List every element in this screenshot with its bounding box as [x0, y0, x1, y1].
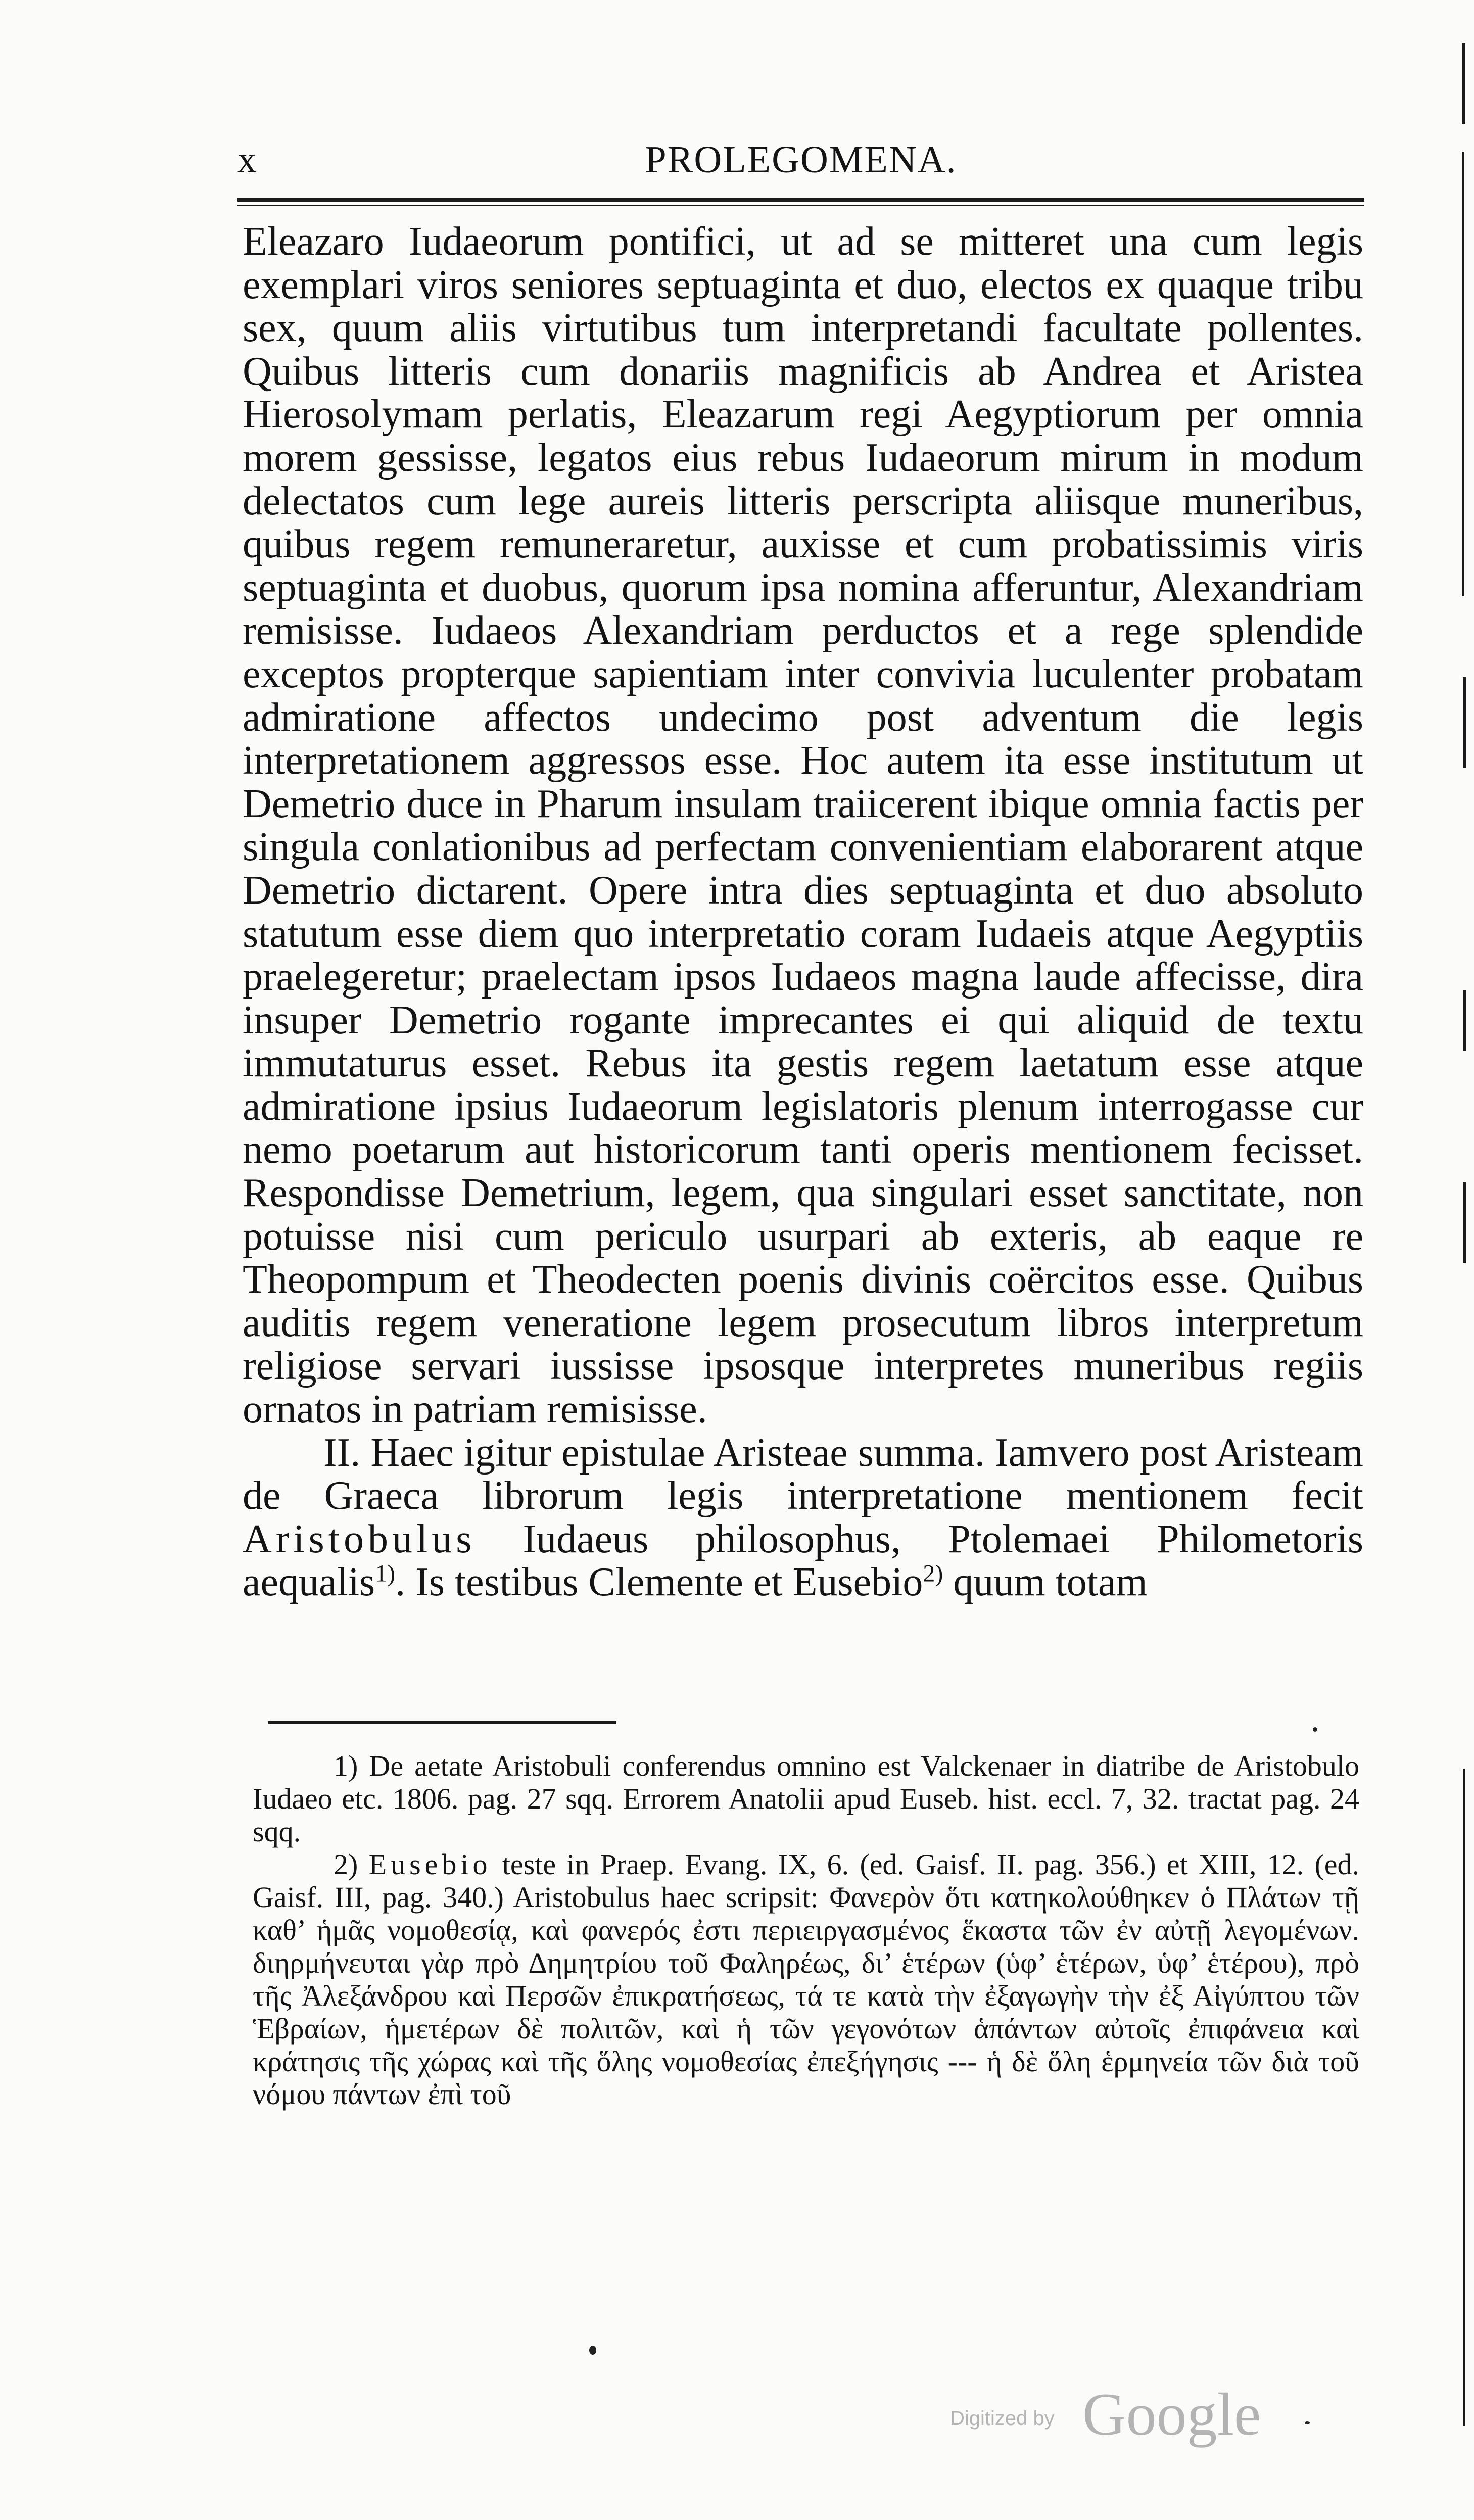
running-title: PROLEGOMENA. — [645, 138, 957, 181]
paragraph-text: . Is testibus Clemente et Eusebio — [395, 1560, 923, 1605]
speck — [1313, 1727, 1317, 1732]
page-edge-mark — [1462, 152, 1464, 596]
watermark-caption: Digitized by — [950, 2407, 1055, 2430]
footnotes — [253, 1749, 1359, 2111]
footnote-text: teste in Praep. Evang. IX, 6. (ed. Gaisf. II. pag. 356.) et XIII, 12. (ed. Gaisf. III, pag. 340.) Aristobulus haec scripsit: Φανερὸν ὅτι κατηκολούθηκεν ὁ Πλάτων τῇ καθ’ ἡμᾶς νομοθεσίᾳ, καὶ φανερός ἐστι περιειργασμένος ἕκαστα τῶν ἐν αὐτῇ λεγομένων. διηρμήνευται γὰρ πρὸ Δημητρίου τοῦ Φαληρέως, δι’ ἑτέρων (ὑφ’ ἑτέρων, ὑφ’ ἑτέρου), πρὸ τῆς Ἀλεξάνδρου καὶ Περσῶν ἐπικρατήσεως, τά τε κατὰ τὴν ἐξαγωγὴν τὴν ἐξ Αἰγύπτου τῶν Ἑβραίων, ἡμετέρων δὲ πολιτῶν, καὶ ἡ τῶν γεγονότων ἁπάντων αὐτοῖς ἐπιφάνεια καὶ κράτησις τῆς χώρας καὶ τῆς ὅλης νομοθεσίας ἐπεξήγησις --- ἡ δὲ ὅλη ἑρμηνεία τῶν διὰ τοῦ νόμου πάντων ἐπὶ τοῦ — [253, 1848, 1360, 2111]
page-number: x — [237, 139, 256, 180]
page-header — [237, 135, 1364, 184]
google-logo: Google — [1082, 2381, 1261, 2448]
footnote-ref: 1) — [375, 1560, 396, 1587]
footnote: 1) De aetate Aristobuli conferendus omnino est Valckenaer in diatribe de Aristobulo Iudaeo etc. 1806. pag. 27 sqq. Errorem Anatolii apud Euseb. hist. eccl. 7, 32. tractat pag. 24 sqq. — [253, 1749, 1359, 1848]
paragraph-text: quum totam — [953, 1560, 1148, 1605]
page-edge-mark — [1463, 990, 1466, 1051]
paragraph — [243, 1432, 1363, 1604]
google-watermark — [950, 2379, 1334, 2450]
footnote — [253, 1848, 1359, 2111]
footnote-text: 2) — [334, 1848, 358, 1881]
footnote-rule — [268, 1721, 616, 1724]
paragraph-text: Iudaeus philosophus, Ptolemaei Philometoris aequalis — [243, 1516, 1363, 1605]
header-rule-thick — [237, 198, 1364, 202]
paragraph: Eleazaro Iudaeorum pontifici, ut ad se mitteret una cum legis exemplari viros seniores septuaginta et duo, electos ex quaque tribu sex, quum aliis virtutibus tum interpretandi facultate pollentes. Quibus litteris cum donariis magnificis ab Andrea et Aristea Hierosolymam perlatis, Eleazarum regi Aegyptiorum per omnia morem gessisse, legatos eius rebus Iudaeorum mirum in modum delectatos cum lege aureis litteris perscripta aliisque muneribus, quibus regem remuneraretur, auxisse et cum probatissimis viris septuaginta et duobus, quorum ipsa nomina afferuntur, Alexandriam remisisse. Iudaeos Alexandriam perductos et a rege splendide exceptos propterque sapientiam inter convivia luculenter probatam admiratione affectos undecimo post adventum die legis interpretationem aggressos esse. Hoc autem ita esse institutum ut Demetrio duce in Pharum insulam traiicerent ibique omnia factis per singula conlationibus ad perfectam convenientiam elaborarent atque Demetrio dictarent. Opere intra dies septuaginta et duo absoluto statutum esse diem quo interpretatio coram Iudaeis atque Aegyptiis praelegeretur; praelectam ipsos Iudaeos magna laude affecisse, dira insuper Demetrio rogante imprecantes ei qui aliquid de textu immutaturus esset. Rebus ita gestis regem laetatum esse atque admiratione ipsius Iudaeorum legislatoris plenum interrogasse cur nemo poetarum aut historicorum tanti operis mentionem fecisset. Respondisse Demetrium, legem, qua singulari esset sanctitate, non potuisse nisi cum periculo usurpari ab exteris, ab eaque re Theopompum et Theodecten poenis divinis coërcitos esse. Quibus auditis regem veneratione legem prosecutum libros interpretum religiose servari iussisse ipsosque interpretes muneribus regiis ornatos in patriam remisisse. — [243, 219, 1363, 1432]
page-edge-mark — [1462, 43, 1465, 124]
emphasized-name: Eusebio — [368, 1848, 492, 1881]
header-rule-thin — [237, 205, 1364, 206]
main-text — [243, 220, 1363, 1604]
page-edge-mark — [1463, 677, 1466, 768]
emphasized-name: Aristobulus — [243, 1516, 476, 1561]
footnote-ref: 2) — [923, 1560, 943, 1587]
paragraph-text: II. Haec igitur epistulae Aristeae summa. Iamvero post Aristeam de Graeca librorum legis interpretatione mentionem fecit — [243, 1430, 1363, 1518]
speck — [589, 2346, 596, 2355]
page-edge-mark — [1463, 1182, 1466, 1263]
page-edge-mark — [1463, 1769, 1465, 2426]
